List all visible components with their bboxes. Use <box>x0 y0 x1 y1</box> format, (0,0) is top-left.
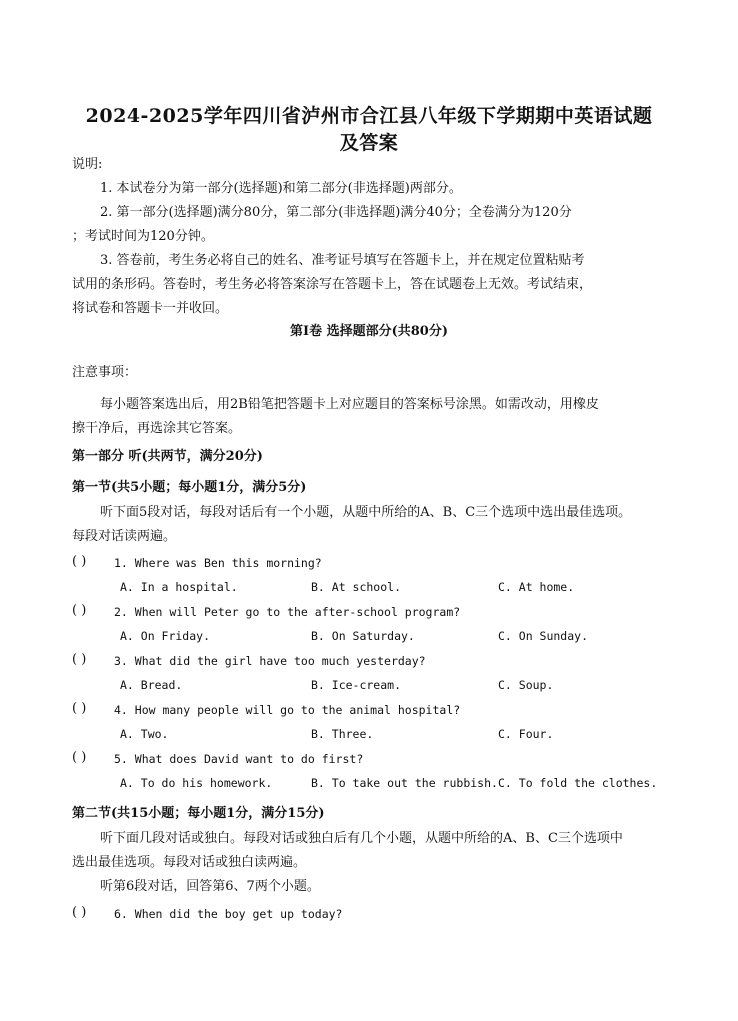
question-2: 2. When will Peter go to the after-school program? <box>114 605 461 619</box>
question-4-option-a: A. Two. <box>120 727 169 741</box>
section2-instruction-1: 听下面几段对话或独白。每段对话或独白后有几个小题，从题中所给的A、B、C三个选项中 <box>100 831 623 846</box>
question-2-option-b: B. On Saturday. <box>311 629 415 643</box>
question-6: 6. When did the boy get up today? <box>114 907 343 921</box>
question-1: 1. Where was Ben this morning? <box>114 556 322 570</box>
instruction-2-cont: ；考试时间为120分钟。 <box>72 229 214 244</box>
section2-heading: 第二节(共15小题；每小题1分，满分15分) <box>72 806 325 821</box>
question-1-option-a: A. In a hospital. <box>120 580 238 594</box>
instruction-1: 1. 本试卷分为第一部分(选择题)和第二部分(非选择题)两部分。 <box>100 181 462 196</box>
answer-bracket: ( ) <box>72 750 87 765</box>
answer-bracket: ( ) <box>72 603 87 618</box>
notes-line-2: 擦干净后，再选涂其它答案。 <box>72 421 242 436</box>
section1-heading: 第一节(共5小题；每小题1分，满分5分) <box>72 480 307 495</box>
question-5: 5. What does David want to do first? <box>114 752 364 766</box>
question-4-option-c: C. Four. <box>498 727 554 741</box>
instruction-3: 3. 答卷前，考生务必将自己的姓名、准考证号填写在答题卡上，并在规定位置粘贴考 <box>100 253 585 268</box>
answer-bracket: ( ) <box>72 652 87 667</box>
page-title: 2024-2025学年四川省泸州市合江县八年级下学期期中英语试题 <box>85 105 653 127</box>
instructions-heading: 说明: <box>72 157 103 172</box>
section2-instruction-2: 选出最佳选项。每段对话或独白读两遍。 <box>72 855 307 870</box>
notes-line-1: 每小题答案选出后，用2B铅笔把答题卡上对应题目的答案标号涂黑。如需改动，用橡皮 <box>100 397 599 412</box>
volume-title: 第Ⅰ卷 选择题部分(共80分) <box>290 324 448 339</box>
question-4-option-b: B. Three. <box>311 727 374 741</box>
instruction-2: 2. 第一部分(选择题)满分80分，第二部分(非选择题)满分40分；全卷满分为120分 <box>100 205 572 220</box>
question-3: 3. What did the girl have too much yesterday? <box>114 654 426 668</box>
page-title-line2: 及答案 <box>339 132 399 154</box>
question-2-option-c: C. On Sunday. <box>498 629 589 643</box>
part1-heading: 第一部分 听(共两节，满分20分) <box>72 449 263 464</box>
answer-bracket: ( ) <box>72 905 87 920</box>
section2-instruction-3: 听第6段对话，回答第6、7两个小题。 <box>100 879 320 894</box>
section1-instruction-2: 每段对话读两遍。 <box>72 529 177 544</box>
question-5-option-a: A. To do his homework. <box>120 776 273 790</box>
question-4: 4. How many people will go to the animal hospital? <box>114 703 461 717</box>
question-3-option-a: A. Bread. <box>120 678 183 692</box>
question-5-option-c: C. To fold the clothes. <box>498 776 658 790</box>
notes-heading: 注意事项： <box>72 365 138 380</box>
question-3-option-c: C. Soup. <box>498 678 554 692</box>
section1-instruction-1: 听下面5段对话，每段对话后有一个小题，从题中所给的A、B、C三个选项中选出最佳选项。 <box>100 505 632 520</box>
question-5-option-b: B. To take out the rubbish. <box>311 776 498 790</box>
question-3-option-b: B. Ice-cream. <box>311 678 402 692</box>
answer-bracket: ( ) <box>72 701 87 716</box>
question-2-option-a: A. On Friday. <box>120 629 211 643</box>
question-1-option-c: C. At home. <box>498 580 575 594</box>
instruction-3-cont2: 将试卷和答题卡一并收回。 <box>72 301 229 316</box>
question-1-option-b: B. At school. <box>311 580 402 594</box>
instruction-3-cont1: 试用的条形码。答卷时，考生务必将答案涂写在答题卡上，答在试题卷上无效。考试结束， <box>72 277 593 292</box>
answer-bracket: ( ) <box>72 554 87 569</box>
